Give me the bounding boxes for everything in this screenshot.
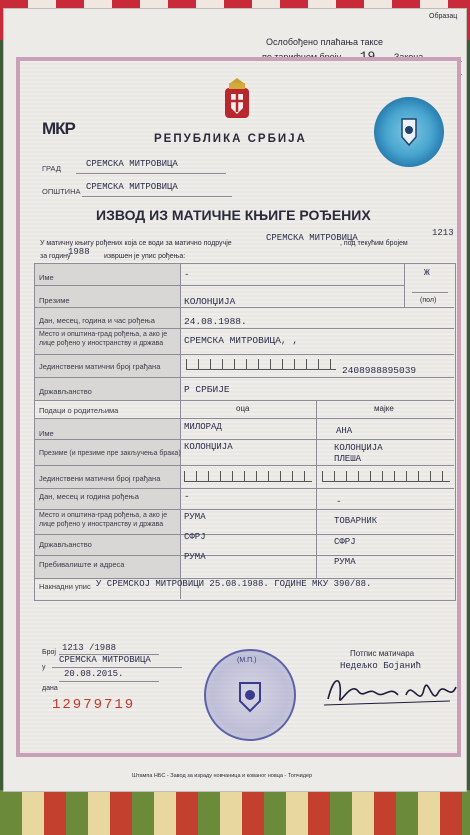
birth-date-value: 24.08.1988. xyxy=(184,316,247,327)
jmbg-label: Јединствени матични број грађана xyxy=(39,362,161,371)
register-number: 1213 xyxy=(432,228,454,238)
citizenship-label: Држављанство xyxy=(39,387,92,396)
signature-label: Потпис матичара xyxy=(350,649,415,658)
parents-header: Подаци о родитељима xyxy=(39,406,119,415)
mother-birth-date: - xyxy=(336,496,342,507)
mother-name: АНА xyxy=(336,426,353,436)
document-sheet xyxy=(3,8,467,792)
mother-birth-place: ТОВАРНИК xyxy=(334,516,378,526)
serbian-coat-of-arms-icon xyxy=(219,76,255,124)
father-birth-date: - xyxy=(184,491,190,502)
mother-jmbg-boxes xyxy=(322,471,450,482)
place-value: СРЕМСКА МИТРОВИЦА xyxy=(59,655,151,665)
notes-text: У СРЕМСКОЈ МИТРОВИЦИ 25.08.1988. ГОДИНЕ МКУ 390/88. xyxy=(96,579,372,589)
jmbg-boxes xyxy=(186,359,336,370)
printer-note: Штампа НБС - Завод за израду новчаница и кованог новца - Топчидер xyxy=(132,773,313,779)
mother-citizenship: СФРЈ xyxy=(334,537,356,547)
parent-name-label: Име xyxy=(39,429,54,438)
mother-surname: КОЛОНЏИЈА ПЛЕША xyxy=(334,443,383,464)
mother-residence: РУМА xyxy=(334,557,356,567)
place-prefix: у xyxy=(42,664,46,671)
register-prefix: У матичну књигу рођених која се води за матично подручје xyxy=(40,240,232,247)
parent-residence-label: Пребивалиште и адреса xyxy=(39,560,125,569)
broj-label: Број xyxy=(42,649,56,656)
birth-date-label: Дан, месец, година и час рођења xyxy=(39,316,155,325)
father-surname: КОЛОНЏИЈА xyxy=(184,442,233,452)
citizenship-value: Р СРБИЈЕ xyxy=(184,384,230,395)
father-name: МИЛОРАД xyxy=(184,422,222,432)
issue-date: 20.08.2015. xyxy=(64,669,124,679)
name-value: - xyxy=(184,269,190,280)
register-year-label: за годину xyxy=(40,253,71,260)
father-citizenship: СФРЈ xyxy=(184,532,206,542)
parent-birth-date-label: Дан, месец и година рођења xyxy=(39,492,139,501)
father-jmbg-boxes xyxy=(184,471,312,482)
tablecloth-background xyxy=(0,790,470,835)
register-suffix: извршен је упис рођења: xyxy=(104,253,186,260)
mkp-code: МКР xyxy=(42,119,75,138)
sex-value: Ж xyxy=(424,267,430,278)
birth-place-label: Место и општина-град рођења, а ако је лице рођено у иностранству и држава xyxy=(39,331,168,347)
father-column-head: оца xyxy=(236,404,250,413)
mother-column-head: мајке xyxy=(374,404,394,413)
tax-note-line1: Ослобођено плаћања таксе xyxy=(266,37,384,47)
register-year: 1988 xyxy=(68,247,90,257)
father-residence: РУМА xyxy=(184,552,206,562)
broj-value: 1213 /1988 xyxy=(62,643,117,653)
jmbg-value: 2408988895039 xyxy=(342,365,417,376)
document-title: ИЗВОД ИЗ МАТИЧНЕ КЊИГЕ РОЂЕНИХ xyxy=(96,207,371,223)
grad-label: ГРАД xyxy=(42,164,61,173)
parent-citizenship-label: Држављанство xyxy=(39,540,92,549)
hologram-seal-icon xyxy=(374,97,444,167)
surname-label: Презиме xyxy=(39,296,70,305)
grad-value: СРЕМСКА МИТРОВИЦА xyxy=(86,159,178,169)
register-area: СРЕМСКА МИТРОВИЦА xyxy=(266,233,358,243)
date-label: дана xyxy=(42,685,58,692)
name-label: Име xyxy=(39,273,54,282)
parent-birth-place-label: Место и општина-град рођења, а ако је лице рођено у иностранству и држава xyxy=(39,512,168,528)
official-stamp: (М.П.) xyxy=(204,649,296,741)
opstina-label: ОПШТИНА xyxy=(42,187,81,196)
opstina-value: СРЕМСКА МИТРОВИЦА xyxy=(86,182,178,192)
registrar-signature xyxy=(320,669,468,714)
surname-value: КОЛОНЏИЈА xyxy=(184,296,236,307)
register-middle: , под текућим бројем xyxy=(340,240,408,247)
stamp-emblem-icon xyxy=(236,679,264,713)
notes-label: Накнадни упис xyxy=(39,582,91,591)
birth-place-value: СРЕМСКА МИТРОВИЦА, , xyxy=(184,335,299,346)
registrar-name: Недељко Бојанић xyxy=(340,661,422,671)
serial-number: 12979719 xyxy=(52,697,136,713)
form-label: Образац xyxy=(429,13,458,20)
republic-title: РЕПУБЛИКА СРБИЈА xyxy=(154,133,307,145)
father-birth-place: РУМА xyxy=(184,512,206,522)
parent-jmbg-label: Јединствени матични број грађана xyxy=(39,474,161,483)
parent-surname-label: Презиме (и презиме пре закључења брака) xyxy=(39,450,181,457)
sex-label: (пол) xyxy=(420,297,437,304)
